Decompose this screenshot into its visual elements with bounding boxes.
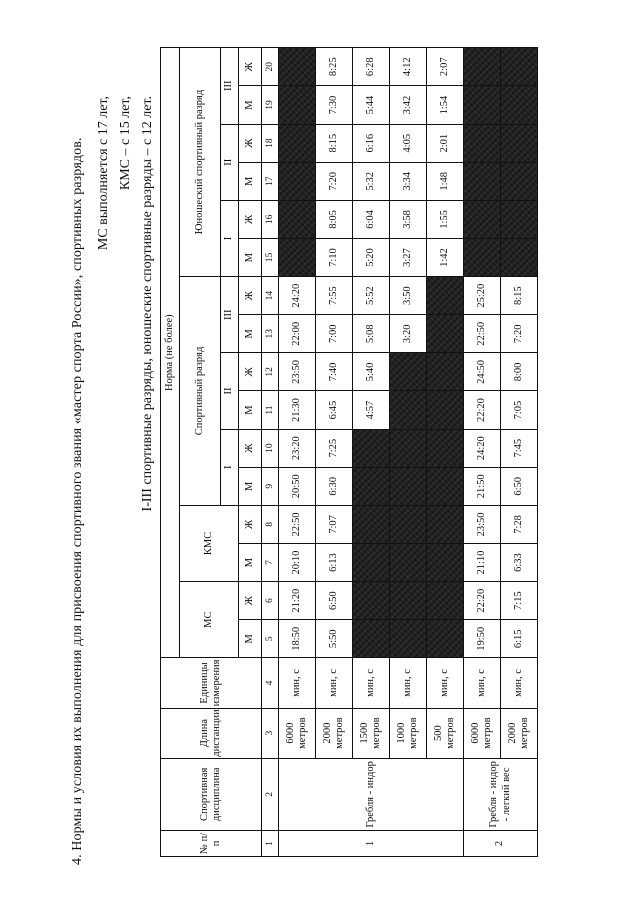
shaded-empty-cell bbox=[427, 582, 464, 620]
column-index-14: 14 bbox=[262, 277, 279, 315]
header-sex-10: Ж bbox=[239, 277, 262, 315]
shaded-empty-cell bbox=[501, 124, 538, 162]
norm-time-cell: 7:55 bbox=[316, 277, 353, 315]
header-rank-iii: III bbox=[221, 277, 239, 353]
header-distance: Длина дистанции bbox=[161, 708, 262, 758]
norm-time-cell: 25:20 bbox=[464, 277, 501, 315]
distance-cell: 2000 метров bbox=[501, 708, 538, 758]
shaded-empty-cell bbox=[427, 353, 464, 391]
section-heading: 4. Нормы и условия их выполнения для присвоения спортивного звания «мастер спорта России», спортивных разрядов. bbox=[70, 137, 85, 865]
norm-time-cell: 7:05 bbox=[501, 391, 538, 429]
norm-time-cell: 7:40 bbox=[316, 353, 353, 391]
header-units: Единицы измерения bbox=[161, 658, 262, 708]
norms-table bbox=[160, 47, 538, 857]
header-sex-7: М bbox=[239, 391, 262, 429]
norm-time-cell: 6:30 bbox=[316, 467, 353, 505]
shaded-empty-cell bbox=[353, 429, 390, 467]
norm-time-cell: 6:16 bbox=[353, 124, 390, 162]
table-row bbox=[390, 48, 427, 857]
units-cell: мин, с bbox=[501, 658, 538, 708]
distance-cell: 6000 метров bbox=[464, 708, 501, 758]
shaded-empty-cell bbox=[390, 505, 427, 543]
norm-time-cell: 22:00 bbox=[279, 315, 316, 353]
norm-time-cell: 20:10 bbox=[279, 543, 316, 581]
norm-time-cell: 3:20 bbox=[390, 315, 427, 353]
norm-time-cell: 24:20 bbox=[279, 277, 316, 315]
norm-time-cell: 8:25 bbox=[316, 48, 353, 86]
shaded-empty-cell bbox=[427, 391, 464, 429]
shaded-empty-cell bbox=[390, 582, 427, 620]
header-sex-14: Ж bbox=[239, 124, 262, 162]
header-discipline: Спортивная дисциплина bbox=[161, 758, 262, 830]
header-ms: МС bbox=[180, 582, 239, 658]
shaded-empty-cell bbox=[427, 620, 464, 658]
norm-time-cell: 5:44 bbox=[353, 86, 390, 124]
shaded-empty-cell bbox=[464, 48, 501, 86]
shaded-empty-cell bbox=[427, 429, 464, 467]
shaded-empty-cell bbox=[353, 582, 390, 620]
norm-time-cell: 23:50 bbox=[279, 353, 316, 391]
header-sex-16: Ж bbox=[239, 48, 262, 86]
column-index-5: 5 bbox=[262, 620, 279, 658]
shaded-empty-cell bbox=[464, 200, 501, 238]
shaded-empty-cell bbox=[353, 505, 390, 543]
distance-cell: 1000 метров bbox=[390, 708, 427, 758]
norm-time-cell: 4:12 bbox=[390, 48, 427, 86]
norm-time-cell: 7:20 bbox=[316, 162, 353, 200]
norm-time-cell: 21:30 bbox=[279, 391, 316, 429]
distance-cell: 1500 метров bbox=[353, 708, 390, 758]
age-note-kms: КМС – с 15 лет, bbox=[118, 96, 133, 191]
header-sex-6: Ж bbox=[239, 429, 262, 467]
header-sex-2: Ж bbox=[239, 582, 262, 620]
shaded-empty-cell bbox=[464, 124, 501, 162]
distance-cell: 500 метров bbox=[427, 708, 464, 758]
column-index-8: 8 bbox=[262, 505, 279, 543]
norm-time-cell: 4:05 bbox=[390, 124, 427, 162]
norm-time-cell: 8:15 bbox=[501, 277, 538, 315]
norm-time-cell: 22:50 bbox=[279, 505, 316, 543]
shaded-empty-cell bbox=[464, 238, 501, 276]
norm-time-cell: 2:07 bbox=[427, 48, 464, 86]
shaded-empty-cell bbox=[390, 467, 427, 505]
shaded-empty-cell bbox=[353, 467, 390, 505]
norm-time-cell: 4:57 bbox=[353, 391, 390, 429]
norm-time-cell: 21:10 bbox=[464, 543, 501, 581]
shaded-empty-cell bbox=[427, 277, 464, 315]
shaded-empty-cell bbox=[427, 543, 464, 581]
column-index-6: 6 bbox=[262, 582, 279, 620]
shaded-empty-cell bbox=[279, 200, 316, 238]
header-youth-rank: Юношеский спортивный разряд bbox=[180, 48, 221, 277]
norm-time-cell: 6:33 bbox=[501, 543, 538, 581]
shaded-empty-cell bbox=[279, 238, 316, 276]
column-index-19: 19 bbox=[262, 86, 279, 124]
norm-time-cell: 7:28 bbox=[501, 505, 538, 543]
distance-cell: 6000 метров bbox=[279, 708, 316, 758]
shaded-empty-cell bbox=[390, 620, 427, 658]
shaded-empty-cell bbox=[501, 162, 538, 200]
norm-time-cell: 6:04 bbox=[353, 200, 390, 238]
norm-time-cell: 1:48 bbox=[427, 162, 464, 200]
header-sport-rank: Спортивный разряд bbox=[180, 277, 221, 506]
norm-time-cell: 23:50 bbox=[464, 505, 501, 543]
norm-time-cell: 5:52 bbox=[353, 277, 390, 315]
norm-time-cell: 5:20 bbox=[353, 238, 390, 276]
norm-time-cell: 21:50 bbox=[464, 467, 501, 505]
shaded-empty-cell bbox=[279, 48, 316, 86]
norm-time-cell: 1:54 bbox=[427, 86, 464, 124]
norm-time-cell: 5:32 bbox=[353, 162, 390, 200]
header-sex-4: Ж bbox=[239, 505, 262, 543]
norm-time-cell: 1:42 bbox=[427, 238, 464, 276]
norm-time-cell: 8:05 bbox=[316, 200, 353, 238]
norm-time-cell: 5:08 bbox=[353, 315, 390, 353]
column-index-2: 2 bbox=[262, 758, 279, 830]
norm-time-cell: 7:25 bbox=[316, 429, 353, 467]
shaded-empty-cell bbox=[427, 505, 464, 543]
header-sex-9: М bbox=[239, 315, 262, 353]
norm-time-cell: 1:55 bbox=[427, 200, 464, 238]
norm-time-cell: 7:20 bbox=[501, 315, 538, 353]
shaded-empty-cell bbox=[501, 238, 538, 276]
shaded-empty-cell bbox=[464, 86, 501, 124]
norm-time-cell: 5:50 bbox=[316, 620, 353, 658]
table-row bbox=[501, 48, 538, 857]
header-norm: Норма (не более) bbox=[161, 48, 180, 658]
table-row bbox=[316, 48, 353, 857]
norm-time-cell: 6:45 bbox=[316, 391, 353, 429]
shaded-empty-cell bbox=[353, 620, 390, 658]
table-row bbox=[427, 48, 464, 857]
header-sex-13: М bbox=[239, 162, 262, 200]
column-index-15: 15 bbox=[262, 238, 279, 276]
norm-time-cell: 6:28 bbox=[353, 48, 390, 86]
column-index-1: 1 bbox=[262, 830, 279, 856]
norm-time-cell: 7:07 bbox=[316, 505, 353, 543]
column-index-11: 11 bbox=[262, 391, 279, 429]
header-sex-15: М bbox=[239, 86, 262, 124]
header-youth-iii: III bbox=[221, 48, 239, 125]
shaded-empty-cell bbox=[464, 162, 501, 200]
norm-time-cell: 19:50 bbox=[464, 620, 501, 658]
norm-time-cell: 3:42 bbox=[390, 86, 427, 124]
shaded-empty-cell bbox=[427, 315, 464, 353]
norm-time-cell: 22:20 bbox=[464, 582, 501, 620]
group-number: 1 bbox=[279, 830, 464, 856]
discipline-name: Гребля - индор - легкий вес bbox=[464, 758, 538, 830]
header-sex-5: М bbox=[239, 467, 262, 505]
column-index-17: 17 bbox=[262, 162, 279, 200]
header-rank-ii: II bbox=[221, 353, 239, 429]
norm-time-cell: 3:27 bbox=[390, 238, 427, 276]
table-row bbox=[353, 48, 390, 857]
norm-time-cell: 7:15 bbox=[501, 582, 538, 620]
units-cell: мин, с bbox=[353, 658, 390, 708]
header-sex-3: М bbox=[239, 543, 262, 581]
norm-time-cell: 18:50 bbox=[279, 620, 316, 658]
norm-time-cell: 6:13 bbox=[316, 543, 353, 581]
column-index-18: 18 bbox=[262, 124, 279, 162]
header-kms: КМС bbox=[180, 505, 239, 581]
header-num: № п/п bbox=[161, 830, 262, 856]
header-sex-8: Ж bbox=[239, 353, 262, 391]
units-cell: мин, с bbox=[390, 658, 427, 708]
column-index-16: 16 bbox=[262, 200, 279, 238]
norm-time-cell: 21:20 bbox=[279, 582, 316, 620]
header-youth-i: I bbox=[221, 200, 239, 276]
header-youth-ii: II bbox=[221, 124, 239, 200]
shaded-empty-cell bbox=[501, 48, 538, 86]
shaded-empty-cell bbox=[279, 86, 316, 124]
norm-time-cell: 22:50 bbox=[464, 315, 501, 353]
column-index-13: 13 bbox=[262, 315, 279, 353]
norm-time-cell: 7:00 bbox=[316, 315, 353, 353]
shaded-empty-cell bbox=[427, 467, 464, 505]
norm-time-cell: 23:20 bbox=[279, 429, 316, 467]
age-note-ms: МС выполняется с 17 лет, bbox=[96, 96, 111, 251]
header-sex-11: М bbox=[239, 238, 262, 276]
column-index-9: 9 bbox=[262, 467, 279, 505]
norm-time-cell: 20:50 bbox=[279, 467, 316, 505]
shaded-empty-cell bbox=[353, 543, 390, 581]
units-cell: мин, с bbox=[427, 658, 464, 708]
shaded-empty-cell bbox=[279, 124, 316, 162]
header-sex-1: М bbox=[239, 620, 262, 658]
shaded-empty-cell bbox=[390, 543, 427, 581]
norm-time-cell: 6:50 bbox=[501, 467, 538, 505]
norm-time-cell: 6:50 bbox=[316, 582, 353, 620]
shaded-empty-cell bbox=[279, 162, 316, 200]
norm-time-cell: 3:50 bbox=[390, 277, 427, 315]
units-cell: мин, с bbox=[464, 658, 501, 708]
column-index-10: 10 bbox=[262, 429, 279, 467]
units-cell: мин, с bbox=[279, 658, 316, 708]
shaded-empty-cell bbox=[390, 429, 427, 467]
norm-time-cell: 5:40 bbox=[353, 353, 390, 391]
header-sex-12: Ж bbox=[239, 200, 262, 238]
table-row bbox=[279, 48, 316, 857]
distance-cell: 2000 метров bbox=[316, 708, 353, 758]
discipline-name: Гребля - индор bbox=[279, 758, 464, 830]
norm-time-cell: 7:30 bbox=[316, 86, 353, 124]
shaded-empty-cell bbox=[501, 86, 538, 124]
norm-time-cell: 8:15 bbox=[316, 124, 353, 162]
column-index-4: 4 bbox=[262, 658, 279, 708]
norm-time-cell: 22:20 bbox=[464, 391, 501, 429]
age-note-ranks: I-III спортивные разряды, юношеские спортивные разряды – с 12 лет. bbox=[140, 96, 155, 512]
column-index-20: 20 bbox=[262, 48, 279, 86]
norm-time-cell: 24:20 bbox=[464, 429, 501, 467]
norm-time-cell: 3:34 bbox=[390, 162, 427, 200]
norm-time-cell: 3:58 bbox=[390, 200, 427, 238]
units-cell: мин, с bbox=[316, 658, 353, 708]
table-row bbox=[464, 48, 501, 857]
norm-time-cell: 7:10 bbox=[316, 238, 353, 276]
column-index-12: 12 bbox=[262, 353, 279, 391]
column-index-3: 3 bbox=[262, 708, 279, 758]
norm-time-cell: 2:01 bbox=[427, 124, 464, 162]
norm-time-cell: 8:00 bbox=[501, 353, 538, 391]
shaded-empty-cell bbox=[501, 200, 538, 238]
norm-time-cell: 24:50 bbox=[464, 353, 501, 391]
shaded-empty-cell bbox=[390, 391, 427, 429]
header-rank-i: I bbox=[221, 429, 239, 505]
group-number: 2 bbox=[464, 830, 538, 856]
norm-time-cell: 7:45 bbox=[501, 429, 538, 467]
column-index-7: 7 bbox=[262, 543, 279, 581]
norm-time-cell: 6:15 bbox=[501, 620, 538, 658]
shaded-empty-cell bbox=[390, 353, 427, 391]
